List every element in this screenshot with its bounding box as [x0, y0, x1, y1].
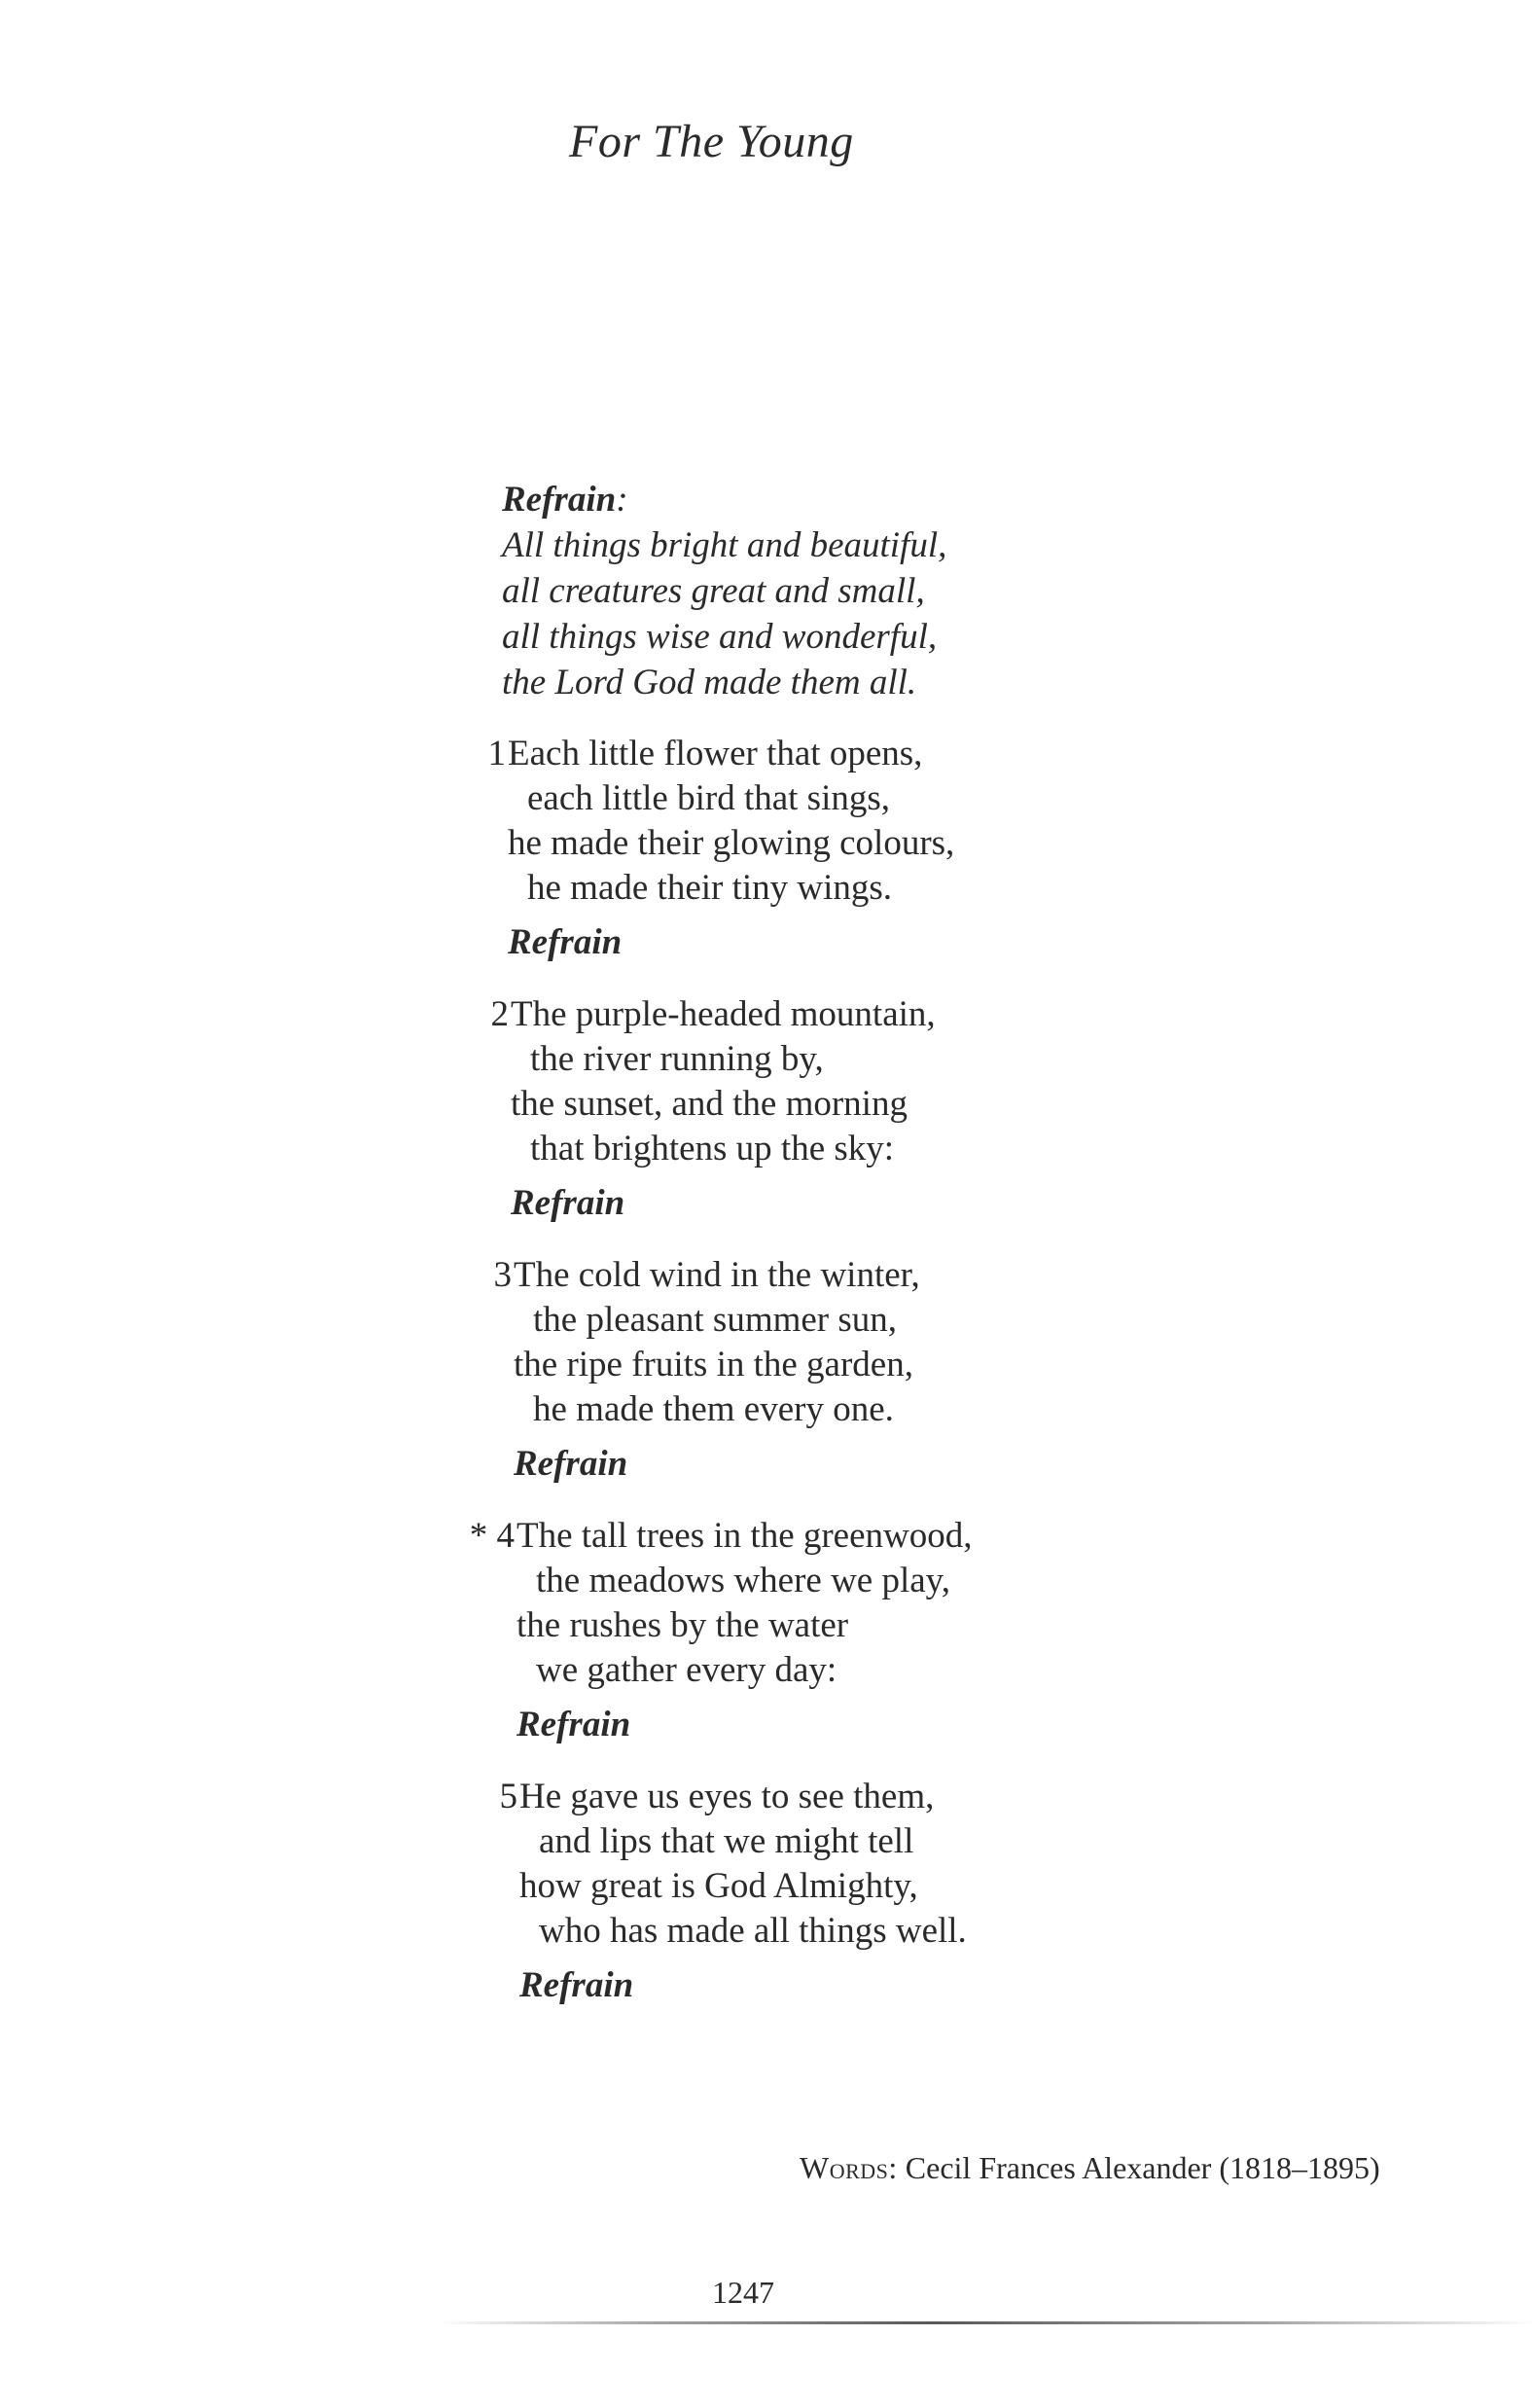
verse-line: The cold wind in the winter, — [514, 1255, 920, 1295]
verse-line: the ripe fruits in the garden, — [514, 1345, 913, 1384]
verse-line: The tall trees in the greenwood, — [517, 1516, 973, 1556]
verse-line: we gather every day: — [536, 1650, 837, 1690]
verse-line: who has made all things well. — [539, 1911, 967, 1951]
refrain-line: All things bright and beautiful, — [502, 525, 947, 565]
verse-number: 1 — [487, 734, 506, 773]
footer-rule — [438, 2321, 1532, 2324]
verse-number: 2 — [490, 994, 509, 1034]
refrain-heading-colon: : — [616, 480, 628, 520]
verse-number: * 4 — [469, 1516, 515, 1556]
refrain-heading: Refrain — [502, 480, 617, 520]
refrain-line: all creatures great and small, — [502, 571, 925, 611]
credit-author: Cecil Frances Alexander (1818–1895) — [905, 2150, 1380, 2185]
refrain-heading-line — [502, 477, 946, 522]
verse-line: the pleasant summer sun, — [533, 1300, 898, 1340]
verse-line: Each little flower that opens, — [508, 734, 923, 773]
page-number: 1247 — [712, 2275, 774, 2310]
verse-line: that brightens up the sky: — [530, 1129, 895, 1168]
verse-line: each little bird that sings, — [527, 778, 890, 818]
verse-line: He gave us eyes to see them, — [519, 1777, 935, 1816]
verse-1 — [428, 732, 954, 965]
verse-number: 5 — [499, 1777, 517, 1816]
verse-line: the rushes by the water — [517, 1605, 849, 1645]
words-credit — [800, 2150, 1380, 2186]
verse-line: he made their tiny wings. — [527, 868, 893, 908]
refrain-line: the Lord God made them all. — [502, 663, 917, 702]
verse-line: The purple-headed mountain, — [511, 994, 936, 1034]
verse-line: the meadows where we play, — [536, 1561, 951, 1600]
refrain-cue: Refrain — [514, 1444, 628, 1484]
refrain-cue: Refrain — [511, 1183, 625, 1223]
page-title: For The Young — [569, 116, 854, 167]
verse-line: how great is God Almighty, — [519, 1866, 918, 1906]
refrain-cue: Refrain — [508, 922, 623, 962]
verse-line: the river running by, — [530, 1039, 824, 1079]
refrain-line: all things wise and wonderful, — [502, 617, 938, 657]
verse-3 — [434, 1253, 920, 1487]
credit-label: Words: — [800, 2150, 898, 2185]
refrain-block — [502, 477, 946, 705]
verse-line: he made them every one. — [533, 1389, 894, 1429]
refrain-cue: Refrain — [519, 1965, 634, 2005]
verse-number: 3 — [493, 1255, 512, 1295]
verse-line: he made their glowing colours, — [508, 823, 955, 863]
refrain-cue: Refrain — [517, 1705, 631, 1744]
verse-4 — [437, 1514, 973, 1747]
verse-line: the sunset, and the morning — [511, 1084, 908, 1124]
verse-2 — [431, 992, 936, 1226]
verse-line: and lips that we might tell — [539, 1821, 914, 1861]
verse-5 — [440, 1775, 967, 2008]
